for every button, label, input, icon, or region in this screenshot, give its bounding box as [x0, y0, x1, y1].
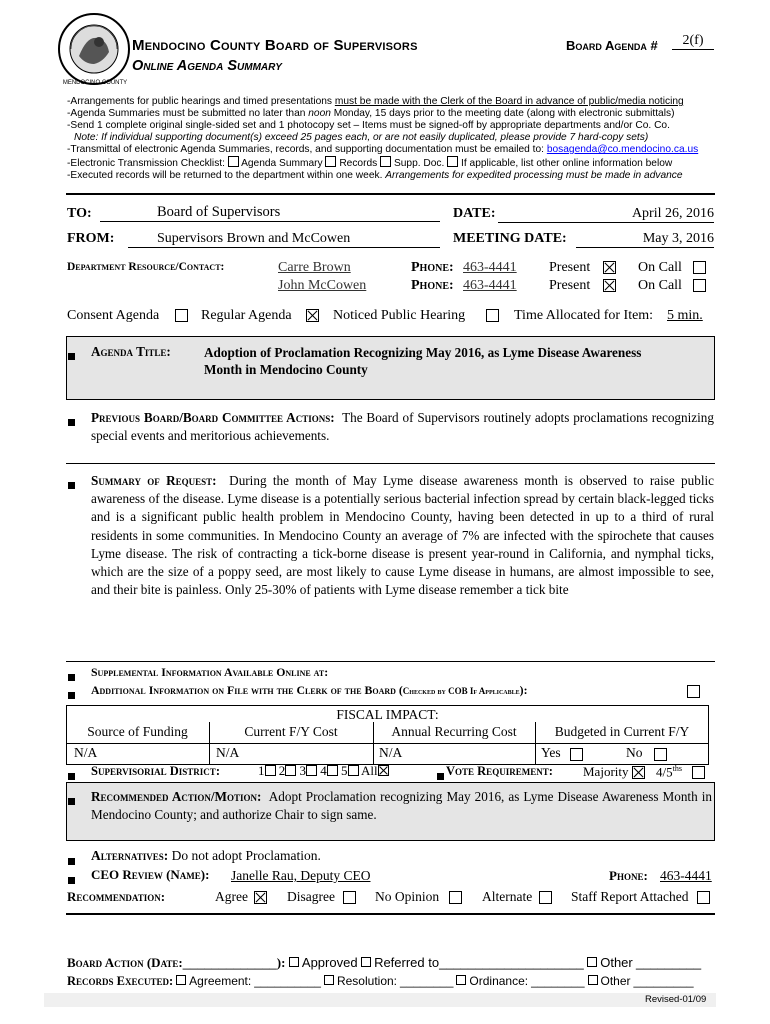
bullet-icon: [68, 798, 75, 805]
to-field[interactable]: Board of Supervisors: [100, 204, 440, 222]
date-label: DATE:: [453, 206, 496, 221]
majority-checkbox[interactable]: [632, 765, 645, 783]
disagree-label: Disagree: [287, 889, 335, 904]
section-divider: [66, 661, 715, 662]
bullet-icon: [68, 773, 75, 780]
department-contact-label: Department Resource/Contact:: [67, 261, 225, 273]
noticed-hearing-label: Noticed Public Hearing: [333, 308, 466, 323]
bullet-icon: [68, 419, 75, 426]
records-other-checkbox[interactable]: [588, 975, 598, 985]
oncall-label: On Call: [638, 260, 682, 275]
present-label: Present: [549, 260, 591, 275]
present-checkbox[interactable]: [603, 279, 616, 296]
email-link[interactable]: bosagenda@co.mendocino.ca.us: [546, 144, 699, 155]
bullet-icon: [68, 482, 75, 489]
budgeted-yes-label: Yes: [541, 745, 561, 760]
instructions-block: -Arrangements for public hearings and timed presentations must be made with the Clerk of the Board in advance of public/media noticing -Agenda Summaries must be submitted no later than noon Monday, 15 days prior to the meeting date (along with electronic submittals) -Send 1 complete original single-sided set and 1 photocopy set – Items must be signed-off by appropriate departments and/or Co. Co. Note: If individual supporting document(s) exceed 25 pages each, or are not easily duplicated, please provide 7 hard-copy sets) -Transmittal of electronic Agenda Summaries, records, and supporting documentation must be emailed to: bosagenda@co.mendocino.ca.us -Electronic Transmission Checklist: Agenda Summary Records Supp. Doc. If applicable, list other online information below -Executed records will be returned to the department within one week. Arrangements for expedited processing must be made in advance: [67, 96, 699, 181]
resolution-checkbox[interactable]: [324, 975, 334, 985]
district-4-checkbox[interactable]: [327, 765, 338, 776]
ceo-phone-label: Phone:: [609, 868, 648, 883]
budgeted-no-checkbox[interactable]: [654, 747, 667, 765]
alternatives: Alternatives: Do not adopt Proclamation.: [91, 848, 321, 863]
fiscal-header-divider: [66, 743, 709, 744]
district-1-checkbox[interactable]: [265, 765, 276, 776]
oncall-checkbox[interactable]: [693, 261, 706, 278]
district-3-checkbox[interactable]: [306, 765, 317, 776]
county-seal-logo: [57, 12, 131, 86]
fiscal-header-budgeted: Budgeted in Current F/Y: [554, 724, 690, 739]
budgeted-no-label: No: [626, 745, 643, 760]
bullet-icon: [437, 773, 444, 780]
agreement-checkbox[interactable]: [176, 975, 186, 985]
phone-value[interactable]: 463-4441: [463, 278, 517, 293]
no-opinion-checkbox[interactable]: [449, 890, 462, 908]
regular-agenda-label: Regular Agenda: [201, 308, 292, 323]
alternate-label: Alternate: [482, 889, 533, 904]
board-agenda-number[interactable]: 2(f): [672, 33, 714, 50]
summary-label: Summary of Request:: [91, 473, 217, 488]
agenda-summary-checkbox[interactable]: [228, 156, 239, 167]
ordinance-checkbox[interactable]: [456, 975, 466, 985]
agenda-title-line1: Adoption of Proclamation Recognizing May 2016, as Lyme Disease Awareness: [204, 345, 642, 360]
phone-label: Phone:: [411, 260, 454, 275]
summary-of-request: [91, 472, 714, 599]
additional-info-label: Additional Information on File with the Clerk of the Board (Checked by COB If Applicable):: [91, 683, 528, 697]
previous-actions: [91, 409, 714, 445]
oncall-checkbox[interactable]: [693, 279, 706, 296]
district-2-checkbox[interactable]: [285, 765, 296, 776]
meeting-date-label: MEETING DATE:: [453, 231, 567, 246]
ceo-phone-value[interactable]: 463-4441: [660, 868, 712, 883]
records-checkbox[interactable]: [325, 156, 336, 167]
present-label: Present: [549, 278, 591, 293]
phone-value[interactable]: 463-4441: [463, 260, 517, 275]
supp-doc-checkbox[interactable]: [380, 156, 391, 167]
four-fifths-checkbox[interactable]: [692, 765, 705, 783]
consent-agenda-checkbox[interactable]: [175, 309, 188, 326]
bullet-icon: [68, 692, 75, 699]
district-5-checkbox[interactable]: [348, 765, 359, 776]
document-subtitle: Online Agenda Summary: [132, 58, 282, 74]
district-label: Supervisorial District:: [91, 764, 220, 778]
from-label: FROM:: [67, 231, 115, 246]
district-all-checkbox[interactable]: [378, 765, 389, 776]
contact-name[interactable]: Carre Brown: [278, 260, 351, 275]
agenda-title-label: Agenda Title:: [91, 344, 171, 359]
other-checkbox[interactable]: [587, 957, 597, 967]
phone-label: Phone:: [411, 278, 454, 293]
document-title: Mendocino County Board of Supervisors: [132, 37, 418, 54]
recommended-action: [91, 788, 712, 824]
additional-info-checkbox[interactable]: [687, 684, 700, 702]
bullet-icon: [68, 877, 75, 884]
board-action-row: Board Action (Date:_____________): Approved Referred to____________________ Other _________: [67, 955, 702, 970]
staff-report-label: Staff Report Attached: [571, 889, 689, 904]
fiscal-header-current-cost: Current F/Y Cost: [244, 724, 338, 739]
records-executed-row: Records Executed: Agreement: __________ Resolution: ________ Ordinance: ________ Other _________: [67, 974, 694, 988]
summary-text: During the month of May Lyme disease awareness month is observed to raise public awareness of the disease. Lyme disease is a potentially serious bacterial infection spread by certain black-legged ticks and is a significant public health problem in Mendocino County, having been detected in up to a third of rural residents in some communities. In Mendocino County an average of 7% are infected with the spirochete that causes Lyme disease. The risk of contracting a tick-borne disease is present year-round in California, and nymphal ticks, which are the size of a poppy seed, are most likely to cause Lyme disease in humans, are almost impossible to see, and their bite is painless. Only 25-30% of patients with Lyme disease remember a tick bite: [91, 473, 714, 598]
fiscal-current-cost-value[interactable]: N/A: [216, 745, 240, 760]
board-agenda-label: Board Agenda #: [566, 38, 658, 53]
fiscal-header-source: Source of Funding: [87, 724, 188, 739]
present-checkbox[interactable]: [603, 261, 616, 278]
vote-requirement-label: Vote Requirement:: [446, 764, 553, 778]
footer-bar: [44, 993, 716, 1007]
district-options: 1 2 3 4 5 All: [258, 763, 389, 779]
contact-name[interactable]: John McCowen: [278, 278, 367, 293]
time-allocated-label: Time Allocated for Item:: [514, 308, 654, 323]
bullet-icon: [68, 353, 75, 360]
budgeted-yes-checkbox[interactable]: [570, 747, 583, 765]
noticed-hearing-checkbox[interactable]: [486, 309, 499, 326]
ceo-name[interactable]: Janelle Rau, Deputy CEO: [231, 868, 371, 883]
consent-agenda-label: Consent Agenda: [67, 308, 160, 323]
to-label: TO:: [67, 206, 92, 221]
majority-label: Majority: [583, 764, 629, 779]
revised-date: Revised-01/09: [645, 994, 707, 1005]
supplemental-label: Supplemental Information Available Online at:: [91, 665, 329, 679]
agenda-title-line2: Month in Mendocino County: [204, 362, 368, 377]
previous-actions-label: Previous Board/Board Committee Actions:: [91, 410, 335, 425]
approved-checkbox[interactable]: [289, 957, 299, 967]
from-field[interactable]: Supervisors Brown and McCowen: [128, 231, 440, 248]
four-fifths-label: $4/5^{ths}$: [656, 764, 682, 780]
regular-agenda-checkbox[interactable]: [306, 309, 319, 326]
agree-checkbox[interactable]: [254, 890, 267, 908]
meeting-date-field[interactable]: May 3, 2016: [576, 231, 714, 248]
fiscal-header-annual-cost: Annual Recurring Cost: [391, 724, 517, 739]
no-opinion-label: No Opinion: [375, 889, 440, 904]
disagree-checkbox[interactable]: [343, 890, 356, 908]
staff-report-checkbox[interactable]: [697, 890, 710, 908]
oncall-label: On Call: [638, 278, 682, 293]
if-applicable-checkbox[interactable]: [447, 156, 458, 167]
date-field[interactable]: April 26, 2016: [498, 206, 714, 223]
header-divider: [66, 193, 715, 195]
previous-actions-text: The Board of Supervisors routinely adopts proclamations recognizing special events and meritorious achievements.: [91, 410, 714, 444]
section-divider: [66, 913, 715, 915]
recommendation-label: Recommendation:: [67, 889, 166, 904]
fiscal-source-value[interactable]: N/A: [74, 745, 98, 760]
fiscal-annual-cost-value[interactable]: N/A: [379, 745, 403, 760]
agree-label: Agree: [215, 889, 248, 904]
referred-checkbox[interactable]: [361, 957, 371, 967]
time-allocated-value[interactable]: 5 min.: [667, 308, 703, 323]
ceo-review-label: CEO Review (Name):: [91, 867, 210, 882]
section-divider: [66, 463, 715, 464]
bullet-icon: [68, 858, 75, 865]
recommended-action-label: Recommended Action/Motion:: [91, 789, 262, 804]
seal-text: MENDOCINO COUNTY: [62, 80, 128, 86]
fiscal-impact-title: FISCAL IMPACT:: [336, 707, 439, 722]
bullet-icon: [68, 674, 75, 681]
recommended-action-text: Adopt Proclamation recognizing May 2016, as Lyme Disease Awareness Month in Mendocino County; and authorize Chair to sign same.: [91, 789, 712, 823]
alternate-checkbox[interactable]: [539, 890, 552, 908]
